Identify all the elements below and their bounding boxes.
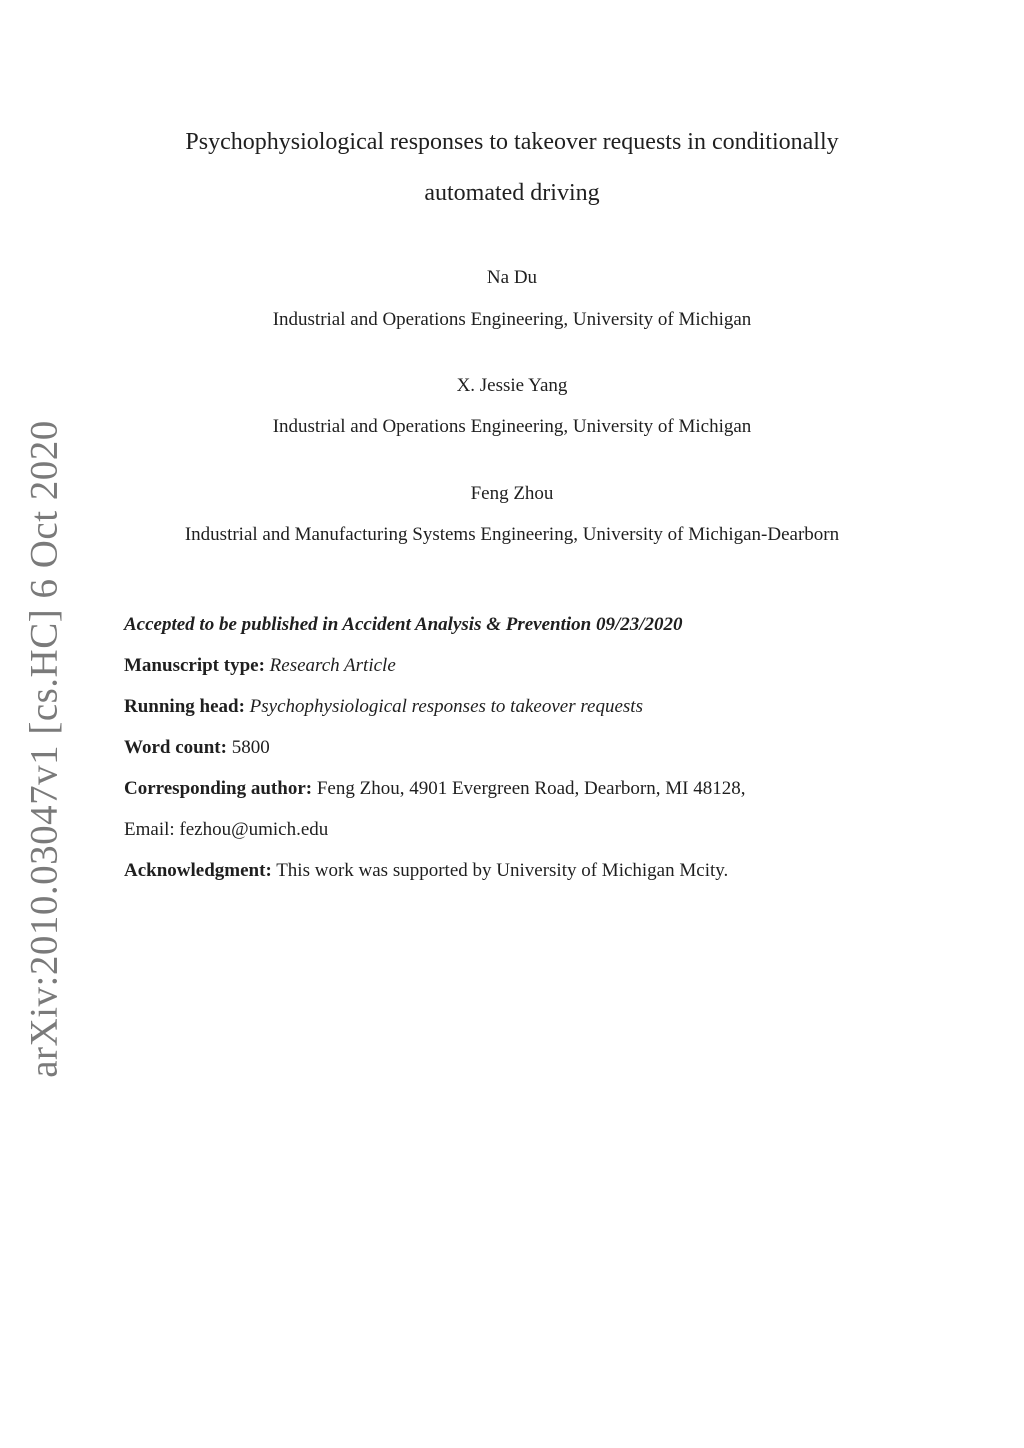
corresponding-author-value: Feng Zhou, 4901 Evergreen Road, Dearborn, MI 48128, — [316, 778, 746, 799]
author-affiliation-3: Industrial and Manufacturing Systems Engineering, University of Michigan-Dearborn — [184, 524, 840, 545]
manuscript-type-line — [124, 655, 924, 677]
corresponding-author-line — [124, 778, 924, 800]
paper-title-line-1: Psychophysiological responses to takeover requests in conditionally — [185, 129, 839, 155]
author-affiliation-2: Industrial and Operations Engineering, University of Michigan — [272, 416, 752, 437]
acknowledgment-label: Acknowledgment: — [124, 860, 272, 881]
word-count-value: 5800 — [231, 737, 270, 758]
paper-title-line-2: automated driving — [424, 180, 600, 206]
running-head-line — [124, 696, 924, 718]
author-name-3: Feng Zhou — [470, 483, 554, 504]
manuscript-type-label: Manuscript type: — [124, 655, 265, 676]
corresponding-author-label: Corresponding author: — [124, 778, 313, 799]
arxiv-identifier-stamp: arXiv:2010.03047v1 [cs.HC] 6 Oct 2020 — [22, 420, 66, 1078]
acknowledgment-line — [124, 860, 924, 882]
running-head-label: Running head: — [124, 696, 245, 717]
acknowledgment-value: This work was supported by University of Michigan Mcity. — [276, 860, 729, 881]
manuscript-type-value: Research Article — [269, 655, 396, 676]
accepted-note: Accepted to be published in Accident Analysis & Prevention 09/23/2020 — [124, 614, 683, 635]
author-affiliation-1: Industrial and Operations Engineering, University of Michigan — [272, 309, 752, 330]
author-name-2: X. Jessie Yang — [456, 375, 568, 396]
author-name-1: Na Du — [486, 267, 538, 288]
corresponding-author-email: Email: fezhou@umich.edu — [124, 819, 329, 840]
running-head-value: Psychophysiological responses to takeover requests — [249, 696, 643, 717]
word-count-label: Word count: — [124, 737, 227, 758]
word-count-line — [124, 737, 924, 759]
